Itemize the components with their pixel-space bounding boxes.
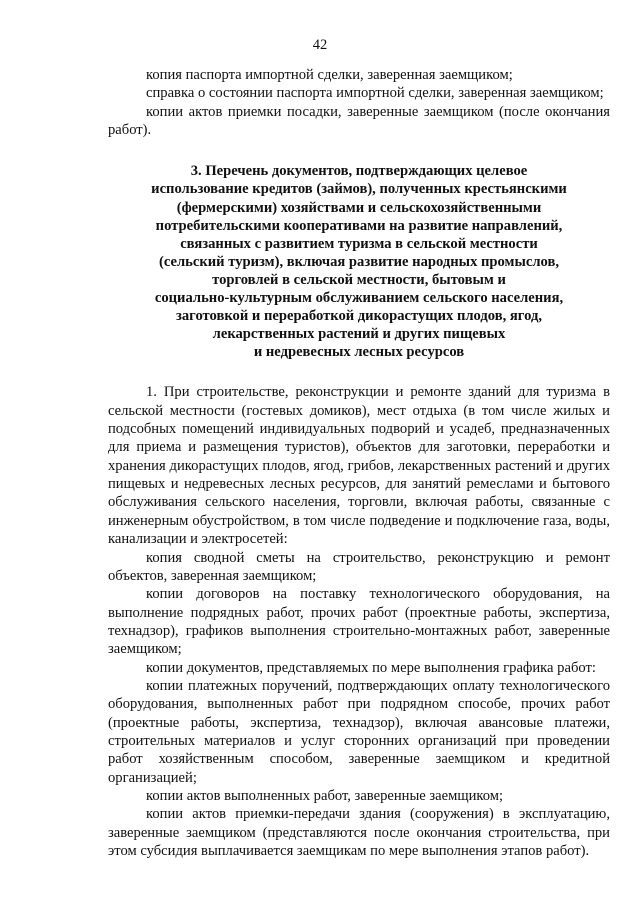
list-item: справка о состоянии паспорта импортной сделки, заверенная заемщиком; (146, 85, 604, 102)
page-number: 42 (312, 37, 328, 53)
heading-line: (фермерскими) хозяйствами и сельскохозяйственными (176, 199, 542, 216)
heading-line: социально-культурным обслуживанием сельского населения, (154, 290, 564, 307)
heading-line: (сельский туризм), включая развитие народных промыслов, (158, 253, 560, 270)
heading-line: использование кредитов (займов), полученных крестьянскими (151, 181, 567, 198)
heading-line: 3. Перечень документов, подтверждающих целевое (190, 163, 528, 180)
list-item: копии документов, представляемых по мере выполнения графика работ: (146, 659, 596, 676)
heading-line: потребительскими кооперативами на развитие направлений, (155, 217, 563, 234)
heading-line: и недревесных лесных ресурсов (253, 344, 465, 361)
heading-line: лекарственных растений и других пищевых (212, 326, 506, 343)
list-item: копии актов приемки-передачи здания (сооружения) в эксплуатацию, заверенные заемщиком (представляются после окончания строительства, при этом субсидия выплачивается заемщикам по мере выполнения этапов работ). (108, 806, 610, 859)
list-item: копии платежных поручений, подтверждающих оплату технологического оборудования, выполненных работ при подрядном способе, прочих работ (проектные работы, экспертиза, технадзор), включая авансовые платежи, строительных материалов и услуг сторонних организаций при проведении работ хозяйственным способом, заверенные заемщиком и кредитной организацией; (108, 677, 610, 786)
numbered-paragraph: 1. При строительстве, реконструкции и ремонте зданий для туризма в сельской местности (гостевых домиков), мест отдыха (в том числе жилых и подсобных помещений индивидуальных подворий и усадеб, предназначенных для приема и размещения туристов), объектов для заготовки, переработки и хранения дикорастущих плодов, ягод, грибов, лекарственных растений и других пищевых и недревесных лесных ресурсов, для занятий ремеслами и бытового обслуживания сельского населения, торговли, включая работы, связанные с инженерным обустройством, в том числе подведение и подключение газа, воды, канализации и электросетей: (108, 384, 610, 548)
list-item: копии договоров на поставку технологического оборудования, на выполнение подрядных работ, прочих работ (проектные работы, экспертиза, технадзор), графиков выполнения строительно-монтажных работ, заверенные заемщиком; (108, 586, 610, 658)
section-heading (108, 162, 610, 361)
list-item: копия сводной сметы на строительство, реконструкцию и ремонт объектов, заверенная заемщиком; (108, 549, 610, 584)
heading-line: торговлей в сельской местности, бытовым и (212, 271, 506, 288)
list-item: копии актов выполненных работ, заверенные заемщиком; (146, 787, 504, 804)
heading-line: заготовкой и переработкой дикорастущих плодов, ягод, (176, 308, 542, 325)
document-body (108, 66, 610, 860)
list-item: копия паспорта импортной сделки, заверенная заемщиком; (146, 67, 513, 83)
list-item: копии актов приемки посадки, заверенные заемщиком (после окончания работ). (108, 103, 610, 139)
heading-line: связанных с развитием туризма в сельской местности (180, 235, 538, 252)
